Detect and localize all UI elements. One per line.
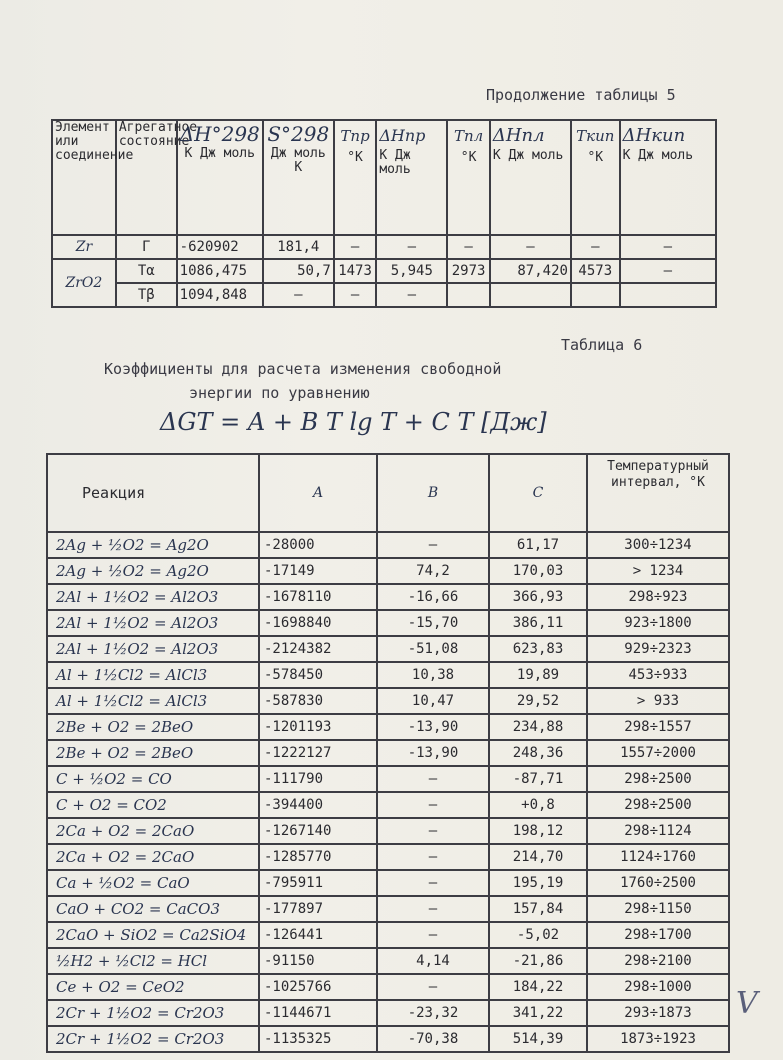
- t5-dhpl-symbol: ΔHпл: [492, 125, 545, 146]
- t6-cell-c: 61,17: [489, 532, 587, 558]
- t6-cell-reaction: 2Cr + 1½O2 = Cr2O3: [47, 1000, 259, 1026]
- t6-cell-a: -28000: [259, 532, 377, 558]
- t6-cell-b: -70,38: [377, 1026, 489, 1052]
- table-row: [47, 532, 729, 558]
- t6-cell-c: 19,89: [489, 662, 587, 688]
- t6-cell-reaction: 2Al + 1½O2 = Al2O3: [47, 610, 259, 636]
- t5-row-zr: [52, 235, 716, 259]
- t5-cell: 4573: [571, 259, 620, 283]
- t5-cell: 1094,848: [177, 283, 263, 307]
- t6-cell-a: -394400: [259, 792, 377, 818]
- t6-cell-c: 184,22: [489, 974, 587, 1000]
- table-6-title-line1: Коэффициенты для расчета изменения свободной: [104, 360, 502, 378]
- t5-header-s298: [263, 120, 334, 235]
- t5-cell: –: [263, 283, 334, 307]
- t5-header-tpl: [447, 120, 490, 235]
- t5-cell: –: [571, 235, 620, 259]
- t5-cell: –: [447, 235, 490, 259]
- t5-dh298-symbol: ΔH°298: [179, 122, 260, 146]
- table-row: [47, 662, 729, 688]
- t6-cell-c: 195,19: [489, 870, 587, 896]
- t6-header-c: C: [489, 454, 587, 532]
- t5-cell: [447, 283, 490, 307]
- t6-cell-a: -1267140: [259, 818, 377, 844]
- t5-cell: 5,945: [376, 259, 447, 283]
- t5-tkip-unit: °K: [587, 150, 604, 165]
- t6-cell-a: -126441: [259, 922, 377, 948]
- t5-s298-unit: Дж моль К: [270, 146, 326, 175]
- t5-cell: [620, 283, 716, 307]
- t5-cell: 181,4: [263, 235, 334, 259]
- t5-tpr-symbol: Tпр: [340, 127, 370, 145]
- t6-cell-b: -13,90: [377, 714, 489, 740]
- table-row: [47, 584, 729, 610]
- t6-cell-c: 214,70: [489, 844, 587, 870]
- table-5: [51, 119, 717, 302]
- t6-cell-interval: 1760÷2500: [587, 870, 729, 896]
- t5-cell: –: [334, 283, 377, 307]
- t6-cell-reaction: C + ½O2 = CO: [47, 766, 259, 792]
- t6-cell-a: -111790: [259, 766, 377, 792]
- t6-cell-c: -87,71: [489, 766, 587, 792]
- t6-cell-c: 234,88: [489, 714, 587, 740]
- continuation-caption: Продолжение таблицы 5: [486, 86, 676, 104]
- t6-cell-interval: 453÷933: [587, 662, 729, 688]
- t6-cell-interval: 298÷923: [587, 584, 729, 610]
- t5-dhpr-unit: К Дж моль: [379, 148, 411, 177]
- t6-cell-c: 29,52: [489, 688, 587, 714]
- t6-cell-b: 10,47: [377, 688, 489, 714]
- t6-cell-interval: 298÷2500: [587, 792, 729, 818]
- t6-cell-b: –: [377, 818, 489, 844]
- table-row: [47, 870, 729, 896]
- table-row: [47, 1026, 729, 1052]
- t5-cell: [490, 283, 571, 307]
- t6-cell-b: 4,14: [377, 948, 489, 974]
- table-row: [47, 688, 729, 714]
- t6-cell-b: -23,32: [377, 1000, 489, 1026]
- t6-cell-a: -177897: [259, 896, 377, 922]
- t6-cell-interval: 298÷2500: [587, 766, 729, 792]
- t5-cell: 1086,475: [177, 259, 263, 283]
- margin-mark: V: [736, 986, 758, 1021]
- t6-cell-b: -15,70: [377, 610, 489, 636]
- t6-cell-interval: 293÷1873: [587, 1000, 729, 1026]
- t6-cell-a: -2124382: [259, 636, 377, 662]
- t6-body: [47, 532, 729, 1052]
- t6-cell-c: 157,84: [489, 896, 587, 922]
- t5-s298-symbol: S°298: [267, 122, 330, 146]
- t6-cell-interval: 298÷1000: [587, 974, 729, 1000]
- t5-cell: –: [620, 259, 716, 283]
- t6-cell-interval: 929÷2323: [587, 636, 729, 662]
- t5-cell: –: [376, 283, 447, 307]
- table-6-title-line2: энергии по уравнению: [189, 384, 370, 402]
- table-row: [47, 636, 729, 662]
- t6-cell-a: -1698840: [259, 610, 377, 636]
- t6-cell-reaction: 2Ag + ½O2 = Ag2O: [47, 532, 259, 558]
- t5-cell: –: [334, 235, 377, 259]
- t5-cell: –: [620, 235, 716, 259]
- t6-cell-a: -1222127: [259, 740, 377, 766]
- t6-cell-reaction: ½H2 + ½Cl2 = HCl: [47, 948, 259, 974]
- t6-cell-interval: > 933: [587, 688, 729, 714]
- table-row: [47, 844, 729, 870]
- t6-cell-a: -795911: [259, 870, 377, 896]
- t5-header-dhpl: [490, 120, 571, 235]
- t6-header-reaction: Реакция: [47, 454, 259, 532]
- t5-tpl-symbol: Tпл: [453, 127, 484, 145]
- table-row: [47, 740, 729, 766]
- t6-cell-reaction: Ce + O2 = CeO2: [47, 974, 259, 1000]
- t6-cell-b: -16,66: [377, 584, 489, 610]
- t6-cell-reaction: 2Be + O2 = 2BeO: [47, 740, 259, 766]
- t6-cell-a: -1135325: [259, 1026, 377, 1052]
- t6-cell-c: 514,39: [489, 1026, 587, 1052]
- t6-cell-c: -5,02: [489, 922, 587, 948]
- t6-cell-reaction: 2Al + 1½O2 = Al2O3: [47, 584, 259, 610]
- t5-cell: 50,7: [263, 259, 334, 283]
- t6-cell-b: –: [377, 974, 489, 1000]
- t6-cell-a: -17149: [259, 558, 377, 584]
- t6-cell-b: –: [377, 870, 489, 896]
- t6-cell-b: -13,90: [377, 740, 489, 766]
- table-row: [47, 766, 729, 792]
- t6-cell-a: -1144671: [259, 1000, 377, 1026]
- t6-cell-b: 74,2: [377, 558, 489, 584]
- t6-header-b: B: [377, 454, 489, 532]
- t6-cell-b: –: [377, 532, 489, 558]
- t6-cell-c: +0,8: [489, 792, 587, 818]
- t5-cell: Г: [116, 235, 177, 259]
- t5-cell: [571, 283, 620, 307]
- t6-cell-interval: 298÷1150: [587, 896, 729, 922]
- t6-cell-reaction: 2Al + 1½O2 = Al2O3: [47, 636, 259, 662]
- t5-cell: -620902: [177, 235, 263, 259]
- t6-cell-a: -1025766: [259, 974, 377, 1000]
- t5-row-zro2-beta: [52, 283, 716, 307]
- t6-cell-interval: 923÷1800: [587, 610, 729, 636]
- table-row: [47, 948, 729, 974]
- t6-cell-a: -578450: [259, 662, 377, 688]
- t5-tpl-unit: °K: [460, 150, 477, 165]
- t6-cell-b: –: [377, 844, 489, 870]
- t6-cell-b: –: [377, 792, 489, 818]
- t6-cell-reaction: 2Be + O2 = 2BeO: [47, 714, 259, 740]
- t6-cell-reaction: 2CaO + SiO2 = Ca2SiO4: [47, 922, 259, 948]
- table-row: [47, 558, 729, 584]
- t6-cell-interval: 1873÷1923: [587, 1026, 729, 1052]
- t6-cell-reaction: 2Ca + O2 = 2CaO: [47, 818, 259, 844]
- t6-cell-b: -51,08: [377, 636, 489, 662]
- t5-cell: 2973: [447, 259, 490, 283]
- t5-header-dhpr: [376, 120, 447, 235]
- t6-cell-a: -1678110: [259, 584, 377, 610]
- t6-cell-b: –: [377, 896, 489, 922]
- table-row: [47, 922, 729, 948]
- t6-cell-a: -1201193: [259, 714, 377, 740]
- t6-cell-c: 366,93: [489, 584, 587, 610]
- t6-cell-c: 248,36: [489, 740, 587, 766]
- t6-cell-reaction: 2Ca + O2 = 2CaO: [47, 844, 259, 870]
- table-row: [47, 818, 729, 844]
- t5-tpr-unit: °K: [347, 150, 363, 165]
- t6-cell-reaction: C + O2 = CO2: [47, 792, 259, 818]
- table-row: [47, 1000, 729, 1026]
- t6-cell-reaction: Al + 1½Cl2 = AlCl3: [47, 688, 259, 714]
- t5-cell: ZrO2: [52, 259, 116, 307]
- t5-dhpl-unit: К Дж моль: [492, 148, 564, 163]
- t6-cell-interval: 1124÷1760: [587, 844, 729, 870]
- t6-cell-interval: 298÷1124: [587, 818, 729, 844]
- t6-cell-c: 198,12: [489, 818, 587, 844]
- t5-header-dhkip: [620, 120, 716, 235]
- table-row: [47, 610, 729, 636]
- table-6: [46, 453, 728, 1048]
- t5-cell: 1473: [334, 259, 377, 283]
- t6-cell-c: 170,03: [489, 558, 587, 584]
- t6-cell-c: 341,22: [489, 1000, 587, 1026]
- t6-cell-b: –: [377, 922, 489, 948]
- t5-cell: –: [376, 235, 447, 259]
- t6-cell-reaction: CaO + CO2 = CaCO3: [47, 896, 259, 922]
- t6-cell-interval: 298÷1557: [587, 714, 729, 740]
- t6-cell-c: 623,83: [489, 636, 587, 662]
- t6-cell-reaction: 2Cr + 1½O2 = Cr2O3: [47, 1026, 259, 1052]
- t6-cell-a: -1285770: [259, 844, 377, 870]
- t5-dhkip-symbol: ΔHкип: [622, 125, 686, 146]
- t6-cell-interval: 298÷1700: [587, 922, 729, 948]
- t5-header-element: Элемент или соединение: [52, 120, 116, 235]
- t5-cell: Tα: [116, 259, 177, 283]
- t6-cell-b: –: [377, 766, 489, 792]
- t5-header-state: Агрегатное состояние: [116, 120, 177, 235]
- t5-header-tkip: [571, 120, 620, 235]
- t6-header-interval: Температурный интервал, °K: [587, 454, 729, 532]
- t5-header-tpr: [334, 120, 377, 235]
- t5-cell: Tβ: [116, 283, 177, 307]
- t6-cell-c: -21,86: [489, 948, 587, 974]
- t6-cell-interval: 1557÷2000: [587, 740, 729, 766]
- t6-header-a: A: [259, 454, 377, 532]
- t5-cell: –: [490, 235, 571, 259]
- t5-tkip-symbol: Tкип: [576, 127, 615, 145]
- table-row: [47, 792, 729, 818]
- t6-cell-b: 10,38: [377, 662, 489, 688]
- table-row: [47, 974, 729, 1000]
- t6-cell-interval: 298÷2100: [587, 948, 729, 974]
- t6-cell-reaction: 2Ag + ½O2 = Ag2O: [47, 558, 259, 584]
- t6-cell-reaction: Al + 1½Cl2 = AlCl3: [47, 662, 259, 688]
- t5-dhkip-unit: К Дж моль: [622, 148, 694, 163]
- t6-cell-reaction: Ca + ½O2 = CaO: [47, 870, 259, 896]
- table-row: [47, 896, 729, 922]
- t6-cell-a: -91150: [259, 948, 377, 974]
- t6-cell-interval: 300÷1234: [587, 532, 729, 558]
- table-row: [47, 714, 729, 740]
- t5-row-zro2-alpha: [52, 259, 716, 283]
- table-6-label: Таблица 6: [561, 336, 643, 354]
- t5-header-dh298: [177, 120, 263, 235]
- t6-cell-c: 386,11: [489, 610, 587, 636]
- t6-cell-a: -587830: [259, 688, 377, 714]
- t5-dhpr-symbol: ΔHпр: [379, 126, 426, 145]
- t5-cell: 87,420: [490, 259, 571, 283]
- t5-cell: Zr: [52, 235, 116, 259]
- t6-cell-interval: > 1234: [587, 558, 729, 584]
- t5-dh298-unit: К Дж моль: [184, 146, 255, 161]
- table-6-equation: ΔGT = A + B T lg T + C T [Дж]: [160, 408, 547, 436]
